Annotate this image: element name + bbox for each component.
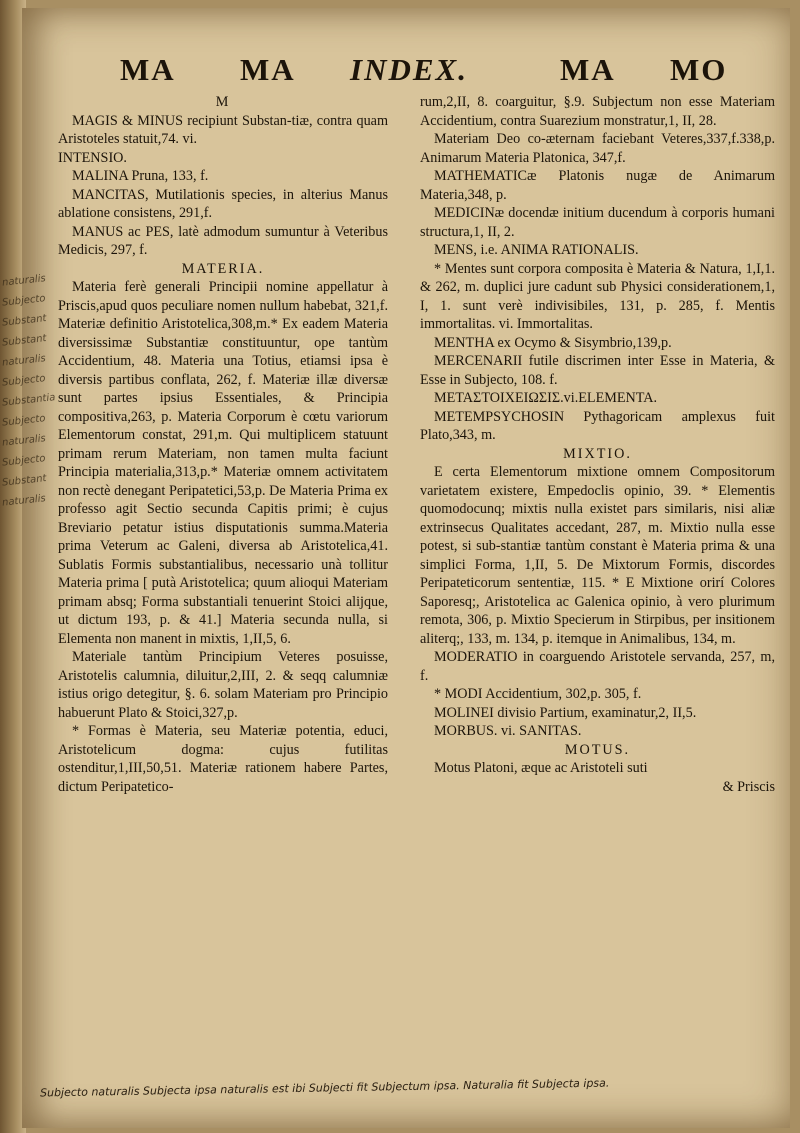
margin-note: naturalis xyxy=(1,273,47,289)
index-entry: MAGIS & MINUS recipiunt Substan-tiæ, contra quam Aristoteles statuit,74. vi. xyxy=(58,112,388,147)
index-entry: Motus Platoni, æque ac Aristoteli suti xyxy=(434,760,648,776)
header-center: INDEX. xyxy=(350,52,468,87)
index-entry: * MODI Accidentium, 302,p. 305, f. xyxy=(434,686,642,702)
index-entry: METAΣTOIXEIΩΣIΣ.vi.ELEMENTA. xyxy=(434,390,658,406)
index-entry: MENTHA ex Ocymo & Sisymbrio,139,p. xyxy=(434,334,672,351)
index-entry: MODERATIO in coarguendo Aristotele servanda, 257, m, f. xyxy=(420,649,775,684)
header-left-1: MA xyxy=(120,52,176,87)
index-entry: & Priscis xyxy=(722,778,775,795)
running-header xyxy=(60,52,760,92)
index-entry: MOTUS. xyxy=(564,741,631,758)
index-entry: MANUS ac PES, latè admodum sumuntur à Veteribus Medicis, 297, f. xyxy=(58,223,388,258)
margin-note: Subjecto xyxy=(1,293,46,309)
margin-note: Subjecto xyxy=(1,373,46,389)
header-left-2: MA xyxy=(240,52,296,87)
margin-note: Subjecto xyxy=(1,453,46,469)
margin-note: Substant xyxy=(1,333,48,349)
index-entry: MATHEMATICæ Platonis nugæ de Animarum Materia,348, p. xyxy=(420,168,775,203)
index-entry: MATERIA. xyxy=(181,260,265,277)
index-entry: INTENSIO. xyxy=(58,149,127,166)
index-entry: Materiale tantùm Principium Veteres posuisse, Aristotelis calumnia, diluitur,2,III, 2. & seqq calumniæ istius origo detegitur, §. 6. solam Materiam pro Principio habuerunt Plato & Stoici,327,p. xyxy=(58,649,388,721)
handwritten-footnote: Subjecto naturalis Subjecta ipsa naturalis est ibi Subjecti fit Subjectum ipsa. Naturalia fit Subjecta ipsa. xyxy=(39,1076,610,1100)
index-entry: MORBUS. vi. SANITAS. xyxy=(434,723,582,739)
margin-note: naturalis xyxy=(1,433,47,449)
margin-note: Subjecto xyxy=(1,413,46,429)
index-entry: MERCENARII futile discrimen inter Esse in Materia, & Esse in Subjecto, 108. f. xyxy=(420,353,775,388)
header-right-2: MO xyxy=(670,52,728,87)
index-entry: M xyxy=(215,94,231,110)
index-entry: MOLINEI divisio Partium, examinatur,2, II,5. xyxy=(434,704,697,721)
margin-note: Substantia xyxy=(1,392,56,409)
index-entry: MEDICINæ docendæ initium ducendum à corporis humani structura,1, II, 2. xyxy=(420,205,775,240)
margin-note: Substant xyxy=(1,313,48,329)
right-column xyxy=(420,93,775,796)
margin-note: Substant xyxy=(1,473,48,489)
index-entry: MALINA Pruna, 133, f. xyxy=(72,168,209,184)
index-entry: MIXTIO. xyxy=(563,445,632,462)
index-entry: * Mentes sunt corpora composita è Materia & Natura, 1,I,1. & 262, m. duplici jure cadunt sub Physici considerationem,1, I, 1. sunt verè indivisibiles, 131, p. 285, f. Mentis immortalitas. vi. Immortalitas. xyxy=(420,260,775,332)
index-entry: E certa Elementorum mixtione omnem Compositorum varietatem existere, Empedoclis opinio, 39. * Elementis quomodocunq; mixtis nulla existet pars similaris, nisi aliæ extrinsecus Qualitates accedant, 287, m. Mixtio nulla esse potest, si sub-stantiæ tantùm constant è Materia prima & una simplici Forma, 1,II, 5. De Mixtorum Formis, discordes Peripateticorum sententiæ, 115. * E Mixtione orirí Colores Saporesq;, Aristotelica ac Galenica opinio, à vero plurimum remota, 306, p. Mixtio Specierum in Stirpibus, per insitionem aliterq;, 133, m. 134, p. itemque in Animalibus, 134, m. xyxy=(420,464,775,647)
index-entry: MANCITAS, Mutilationis species, in alterius Manus ablatione consistens, 291,f. xyxy=(58,186,388,221)
margin-note: naturalis xyxy=(1,493,47,509)
handwritten-margin-notes xyxy=(2,270,72,510)
index-entry: MENS, i.e. ANIMA RATIONALIS. xyxy=(434,242,639,258)
index-entry: * Formas è Materia, seu Materiæ potentia, educi, Aristotelicum dogma: cujus futilitas ostenditur,1,III,50,51. Materiæ rationem habere Partes, dictum Peripatetico- xyxy=(58,723,388,795)
index-entry: Materia ferè generali Principii nomine appellatur à Priscis,apud quos peculiare nomen nullum habebat, 321,f. Materiæ definitio Aristotelica,308,m.* Ex eadem Materia diversissimæ Substantiæ constituuntur, ope tantùm Accidentium, 48. Materia una Totius, etiamsi ipsa è diversis partibus conflata, 262, f. Materiæ illæ diversæ sunt partes ipsius Essentiales, & Principia compositiva,263, p. Materia Corporum è cœtu variorum Elementorum constat, 291,m. Qui multiplicem statuunt primam rerum Materiam, non tamen multa faciunt Principia materialia,313,p.* Materiæ omnem activitatem non rectè denegant Peripatetici,53,p. De Materia Prima ex professo agit Sectio secunda Capitis primi; è cujus Breviario petatur istius disputationis summa.Materia prima Veterum ac Galeni, diversa ab Aristotelica,41. Sublatis Formis substantialibus, necessario unà tollitur Materia prima [ putà Aristotelica; quum alioqui Materiam primam absq; Forma substantiali tenuerint Stoici alijque, ut dictum 193, p. & 41.] Materia secunda nulla, si Elementa non manent in mixtis, 1,II,5, 6. xyxy=(58,279,388,647)
index-entry: Materiam Deo co-æternam faciebant Veteres,337,f.338,p. Animarum Materia Platonica, 347,f. xyxy=(420,131,775,166)
index-entry: METEMPSYCHOSIN Pythagoricam amplexus fuit Plato,343, m. xyxy=(420,408,775,443)
left-column xyxy=(58,93,388,796)
header-right-1: MA xyxy=(560,52,616,87)
index-entry: rum,2,II, 8. coarguitur, §.9. Subjectum non esse Materiam Accidentium, contra Suarezium monstratur,1, II, 28. xyxy=(420,94,775,129)
margin-note: naturalis xyxy=(1,353,47,369)
